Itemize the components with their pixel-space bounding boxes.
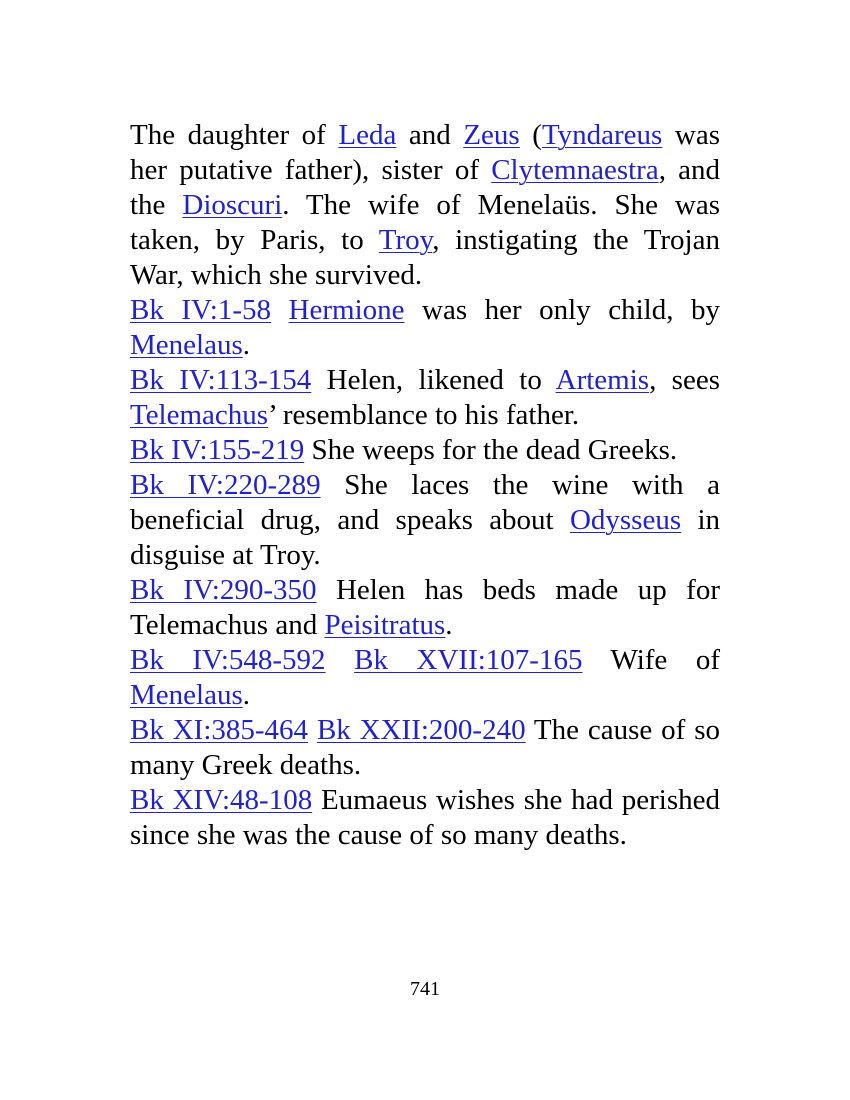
ref-link[interactable]: Bk IV:290-350	[130, 574, 317, 606]
page-number: 741	[410, 978, 440, 1000]
link-hermione[interactable]: Hermione	[288, 294, 405, 326]
intro-text: The daughter of	[130, 119, 339, 151]
ref-link[interactable]: Bk IV:155-219	[130, 434, 305, 466]
link-clytemnaestra[interactable]: Clytemnaestra	[491, 154, 659, 186]
entry-paragraph	[130, 713, 720, 783]
ref-link[interactable]: Bk XXII:200-240	[316, 714, 526, 746]
entry-text: in disguise at Troy.	[130, 504, 721, 571]
entry-paragraph	[130, 468, 720, 573]
link-menelaus[interactable]: Menelaus	[130, 329, 243, 361]
entry-text: Helen, likened to	[311, 364, 556, 396]
ref-link[interactable]: Bk XIV:48-108	[130, 784, 313, 816]
entry-text: The cause of so many Greek deaths.	[130, 714, 721, 781]
link-menelaus[interactable]: Menelaus	[130, 679, 243, 711]
entry-text: She laces the wine with a beneficial drug, and speaks about	[130, 469, 720, 536]
entry-text: .	[242, 679, 250, 711]
entry-text: She weeps for the dead Greeks.	[304, 434, 678, 466]
entry-text	[308, 714, 317, 746]
ref-link[interactable]: Bk IV:548-592	[130, 644, 326, 676]
link-odysseus[interactable]: Odysseus	[569, 504, 682, 536]
link-peisitratus[interactable]: Peisitratus	[324, 609, 446, 641]
entry-paragraph	[130, 363, 720, 433]
ref-link[interactable]: Bk IV:113-154	[130, 364, 312, 396]
link-zeus[interactable]: Zeus	[463, 119, 520, 151]
link-tyndareus[interactable]: Tyndareus	[541, 119, 663, 151]
link-telemachus[interactable]: Telemachus	[130, 399, 269, 431]
intro-paragraph	[130, 118, 720, 293]
entry-text: Helen has beds made up for Telemachus and	[130, 574, 720, 641]
entry-text: .	[242, 329, 250, 361]
ref-link[interactable]: Bk XI:385-464	[130, 714, 309, 746]
entry-text	[271, 294, 289, 326]
entry-paragraph	[130, 643, 720, 713]
entry-text: .	[445, 609, 453, 641]
entry-paragraph	[130, 573, 720, 643]
page-body	[130, 118, 720, 853]
entry-paragraph	[130, 293, 720, 363]
entry-paragraph	[130, 433, 720, 468]
intro-text: and	[396, 119, 464, 151]
intro-text: was her putative father), sister of	[130, 119, 720, 186]
ref-link[interactable]: Bk IV:1-58	[130, 294, 272, 326]
entry-text: , sees	[649, 364, 720, 396]
entry-text	[326, 644, 355, 676]
link-artemis[interactable]: Artemis	[555, 364, 650, 396]
link-dioscuri[interactable]: Dioscuri	[182, 189, 283, 221]
intro-text: . The wife of Menelaüs. She was taken, by Paris, to	[130, 189, 720, 256]
link-troy[interactable]: Troy	[378, 224, 433, 256]
ref-link[interactable]: Bk XVII:107-165	[354, 644, 583, 676]
entry-text: Wife of	[582, 644, 720, 676]
entry-text: Eumaeus wishes she had perished since she was the cause of so many deaths.	[130, 784, 720, 851]
link-leda[interactable]: Leda	[338, 119, 397, 151]
entry-text: ’ resemblance to his father.	[268, 399, 580, 431]
entry-text: was her only child, by	[404, 294, 721, 326]
ref-link[interactable]: Bk IV:220-289	[130, 469, 321, 501]
intro-text: (	[519, 119, 542, 151]
intro-text: , and the	[130, 154, 720, 221]
intro-text: , instigating the Trojan War, which she survived.	[130, 224, 720, 291]
entry-paragraph	[130, 783, 720, 853]
